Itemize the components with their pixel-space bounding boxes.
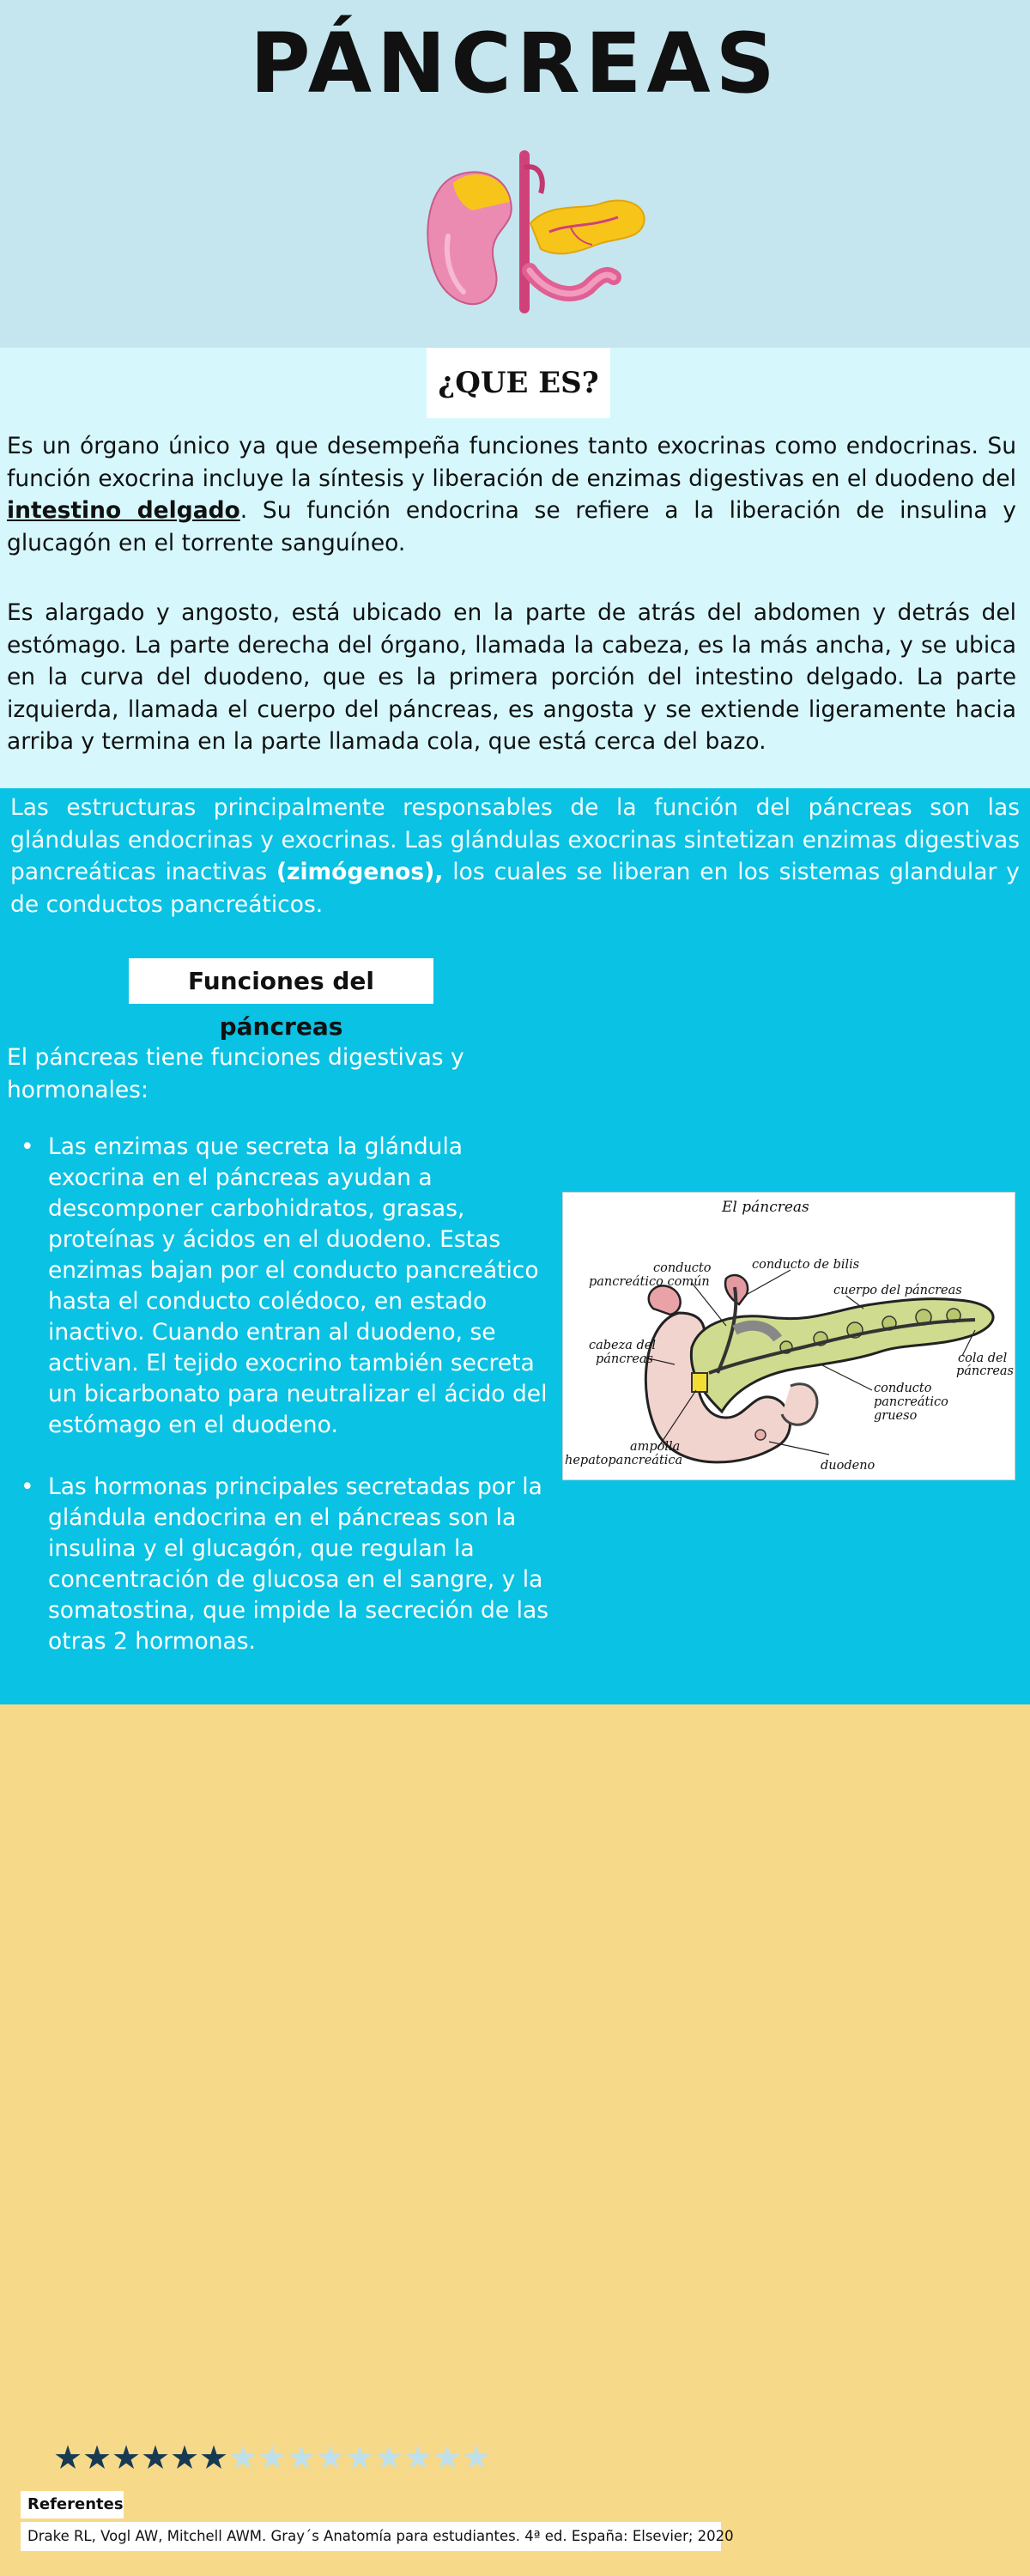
star-icon: ★ — [462, 2439, 492, 2476]
structures-tail: los cuales se liberan en los sistemas glandular y de conductos pancreáticos. — [10, 859, 1020, 918]
intestino-delgado-link[interactable]: intestino delgado — [7, 497, 240, 524]
references-title: Referentes — [21, 2491, 124, 2518]
star-icon: ★ — [345, 2439, 375, 2476]
star-icon: ★ — [170, 2439, 200, 2476]
pancreas-diagram — [562, 1192, 1015, 1480]
rating-stars — [53, 2439, 492, 2476]
hero-section — [0, 0, 1030, 348]
pancreas-organ-icon — [421, 142, 652, 322]
intro-paragraph-1 — [7, 430, 1016, 559]
references-text: Drake RL, Vogl AW, Mitchell AWM. Gray´s Anatomía para estudiantes. 4ª ed. España: Elsevier; 2020 — [21, 2522, 721, 2551]
structures-text: Las estructuras principalmente responsables de la función del páncreas son las glándulas endocrinas y exocrinas. Las glándulas exocrinas sintetizan enzimas digestivas pancreáticas inactivas — [10, 794, 1020, 885]
intro-paragraph-2: Es alargado y angosto, está ubicado en la parte de atrás del abdomen y detrás del estómago. La parte derecha del órgano, llamada la cabeza, es la más ancha, y se ubica en la curva del duodeno, que es la primera porción del intestino delgado. La parte izquierda, llamada el cuerpo del páncreas, es angosta y se extiende ligeramente hacia arriba y termina en la parte llamada cola, que está cerca del bazo. — [7, 599, 1016, 755]
page-title: PÁNCREAS — [250, 15, 780, 112]
star-icon: ★ — [53, 2439, 83, 2476]
label-duodeno: duodeno — [821, 1459, 876, 1473]
pancreas-anatomy-illustration — [563, 1193, 1015, 1479]
functions-section — [0, 788, 1030, 1704]
diagram-title: El páncreas — [722, 1199, 809, 1216]
section-heading-funciones: Funciones del páncreas — [129, 958, 433, 1004]
structures-paragraph — [10, 792, 1020, 920]
star-icon: ★ — [316, 2439, 346, 2476]
star-icon: ★ — [374, 2439, 404, 2476]
label-ampolla: ampolla hepatopancreática — [565, 1440, 683, 1467]
intro-p1-tail: . Su función endocrina se refiere a la liberación de insulina y glucagón en el torrente sanguíneo. — [7, 497, 1016, 556]
label-conducto-comun: conducto pancreático común — [589, 1261, 712, 1289]
intro-p1-text: Es un órgano único ya que desempeña funciones tanto exocrinas como endocrinas. Su función exocrina incluye la síntesis y liberación de enzimas digestivas en el duodeno del — [7, 433, 1016, 492]
section-heading-que-es: ¿QUE ES? — [427, 348, 610, 418]
star-icon: ★ — [228, 2439, 258, 2476]
functions-list — [48, 1132, 554, 1688]
zimogenos-term: (zimógenos), — [276, 859, 444, 885]
list-item: • Las enzimas que secreta la glándula exocrina en el páncreas ayudan a descomponer carbohidratos, grasas, proteínas y ácidos en el duodeno. Estas enzimas bajan por el conducto pancreático hasta el conducto colédoco, en estado inactivo. Cuando entran al duodeno, se activan. El tejido exocrino también secreta un bicarbonato para neutralizar el ácido del estómago en el duodeno. — [48, 1132, 554, 1441]
star-icon: ★ — [433, 2439, 463, 2476]
star-icon: ★ — [287, 2439, 317, 2476]
intro-section — [0, 348, 1030, 788]
label-cuerpo: cuerpo del páncreas — [833, 1284, 962, 1297]
label-cabeza: cabeza del páncreas — [589, 1339, 657, 1366]
functions-lead: El páncreas tiene funciones digestivas y hormonales: — [7, 1044, 464, 1103]
star-icon: ★ — [258, 2439, 288, 2476]
star-icon: ★ — [403, 2439, 433, 2476]
label-conducto-grueso: conducto pancreático grueso — [874, 1382, 948, 1423]
label-conducto-bilis: conducto de bilis — [752, 1258, 860, 1272]
star-icon: ★ — [141, 2439, 171, 2476]
label-cola: cola del páncreas — [956, 1352, 1014, 1378]
star-icon: ★ — [82, 2439, 112, 2476]
star-icon: ★ — [112, 2439, 142, 2476]
star-icon: ★ — [199, 2439, 229, 2476]
list-item: • Las hormonas principales secretadas por la glándula endocrina en el páncreas son la insulina y el glucagón, que regulan la concentración de glucosa en el sangre, y la somatostina, que impide la secreción de las otras 2 hormonas. — [48, 1472, 554, 1657]
